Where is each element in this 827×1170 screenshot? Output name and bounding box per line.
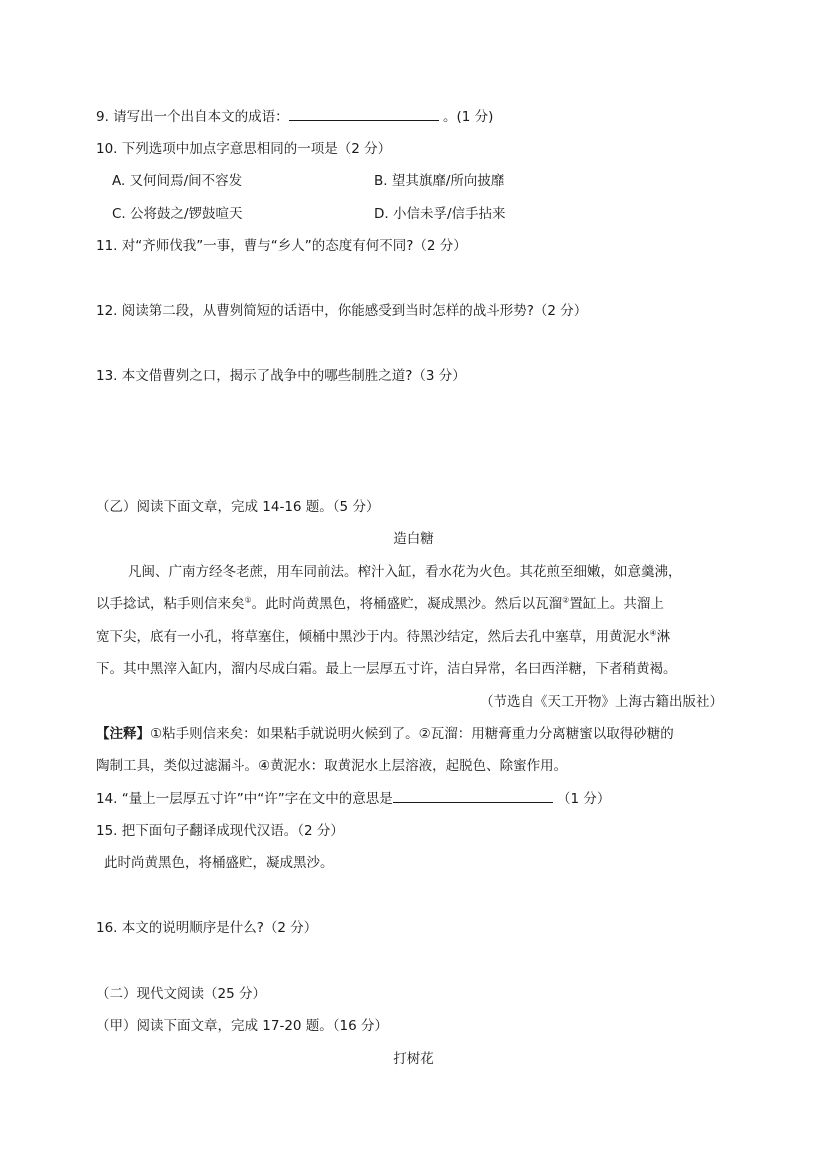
passage-text: 宽下尖，底有一小孔，将草塞住，倾桶中黑沙于内。待黑沙结定，然后去孔中塞草，用黄泥水 bbox=[96, 629, 650, 645]
passage-text: 以手捻试，粘手则信来矣 bbox=[96, 596, 245, 612]
passage-line-3 bbox=[96, 627, 670, 647]
question-9-score: 。(1 分) bbox=[438, 109, 494, 125]
passage-title: 造白糖 bbox=[393, 531, 434, 547]
passage-text: 置缸上。共溜上 bbox=[569, 596, 664, 612]
question-14-score: （1 分） bbox=[552, 791, 611, 807]
question-14 bbox=[96, 788, 610, 809]
notes-label: 【注释】 bbox=[96, 726, 150, 742]
option-10c: C. 公将鼓之/锣鼓喧天 bbox=[112, 206, 243, 222]
question-12: 12. 阅读第二段，从曹刿简短的话语中，你能感受到当时怎样的战斗形势?（2 分） bbox=[96, 303, 588, 319]
footnote-mark-2: ② bbox=[562, 595, 570, 605]
passage-line-4: 下。其中黑滓入缸内，溜内尽成白霜。最上一层厚五寸许，洁白异常，名曰西洋糖，下者稍黄褐。 bbox=[96, 661, 677, 677]
passage-text: 。此时尚黄黑色，将桶盛贮，凝成黑沙。然后以瓦溜 bbox=[251, 596, 563, 612]
question-14-text: 14. “量上一层厚五寸许”中“许”字在文中的意思是 bbox=[96, 791, 393, 807]
question-15: 15. 把下面句子翻译成现代汉语。（2 分） bbox=[96, 823, 344, 839]
section-yi-header: （乙）阅读下面文章，完成 14-16 题。（5 分） bbox=[96, 499, 380, 515]
passage-line-1: 凡闽、广南方经冬老蔗，用车同前法。榨汁入缸，看水花为火色。其花煎至细嫩，如意羹沸， bbox=[128, 564, 682, 580]
section-2-subheader: （甲）阅读下面文章，完成 17-20 题。（16 分） bbox=[96, 1018, 389, 1034]
passage-source: （节选自《天工开物》上海古籍出版社） bbox=[480, 694, 723, 710]
passage-text: 淋 bbox=[656, 629, 671, 645]
question-15-sentence: 此时尚黄黑色，将桶盛贮，凝成黑沙。 bbox=[104, 855, 334, 871]
question-10: 10. 下列选项中加点字意思相同的一项是（2 分） bbox=[96, 141, 392, 157]
notes-line-1 bbox=[96, 724, 674, 744]
passage-line-2 bbox=[96, 594, 664, 614]
question-11: 11. 对“齐师伐我”一事，曹与“乡人”的态度有何不同?（2 分） bbox=[96, 238, 467, 254]
answer-blank-14[interactable] bbox=[393, 788, 553, 803]
question-13: 13. 本文借曹刿之口，揭示了战争中的哪些制胜之道?（3 分） bbox=[96, 368, 466, 384]
footnote-mark-1: ① bbox=[244, 595, 252, 605]
option-10a: A. 又何间焉/间不容发 bbox=[112, 173, 243, 189]
answer-blank-9[interactable] bbox=[289, 106, 439, 121]
section-2-header: （二）现代文阅读（25 分） bbox=[96, 986, 266, 1002]
footnote-mark-4: ④ bbox=[649, 628, 657, 638]
question-9-text: 9. 请写出一个出自本文的成语： bbox=[96, 109, 289, 125]
option-10b: B. 望其旗靡/所向披靡 bbox=[374, 173, 505, 189]
notes-line-2: 陶制工具，类似过滤漏斗。④黄泥水：取黄泥水上层溶液，起脱色、除蜜作用。 bbox=[96, 758, 568, 774]
question-9 bbox=[96, 106, 493, 127]
option-10d: D. 小信未孚/信手拈来 bbox=[374, 206, 506, 222]
notes-text: ①粘手则信来矣：如果粘手就说明火候到了。②瓦溜：用糖膏重力分离糖蜜以取得砂糖的 bbox=[150, 726, 674, 742]
question-16: 16. 本文的说明顺序是什么?（2 分） bbox=[96, 920, 318, 936]
section-2-title: 打树花 bbox=[393, 1051, 434, 1067]
